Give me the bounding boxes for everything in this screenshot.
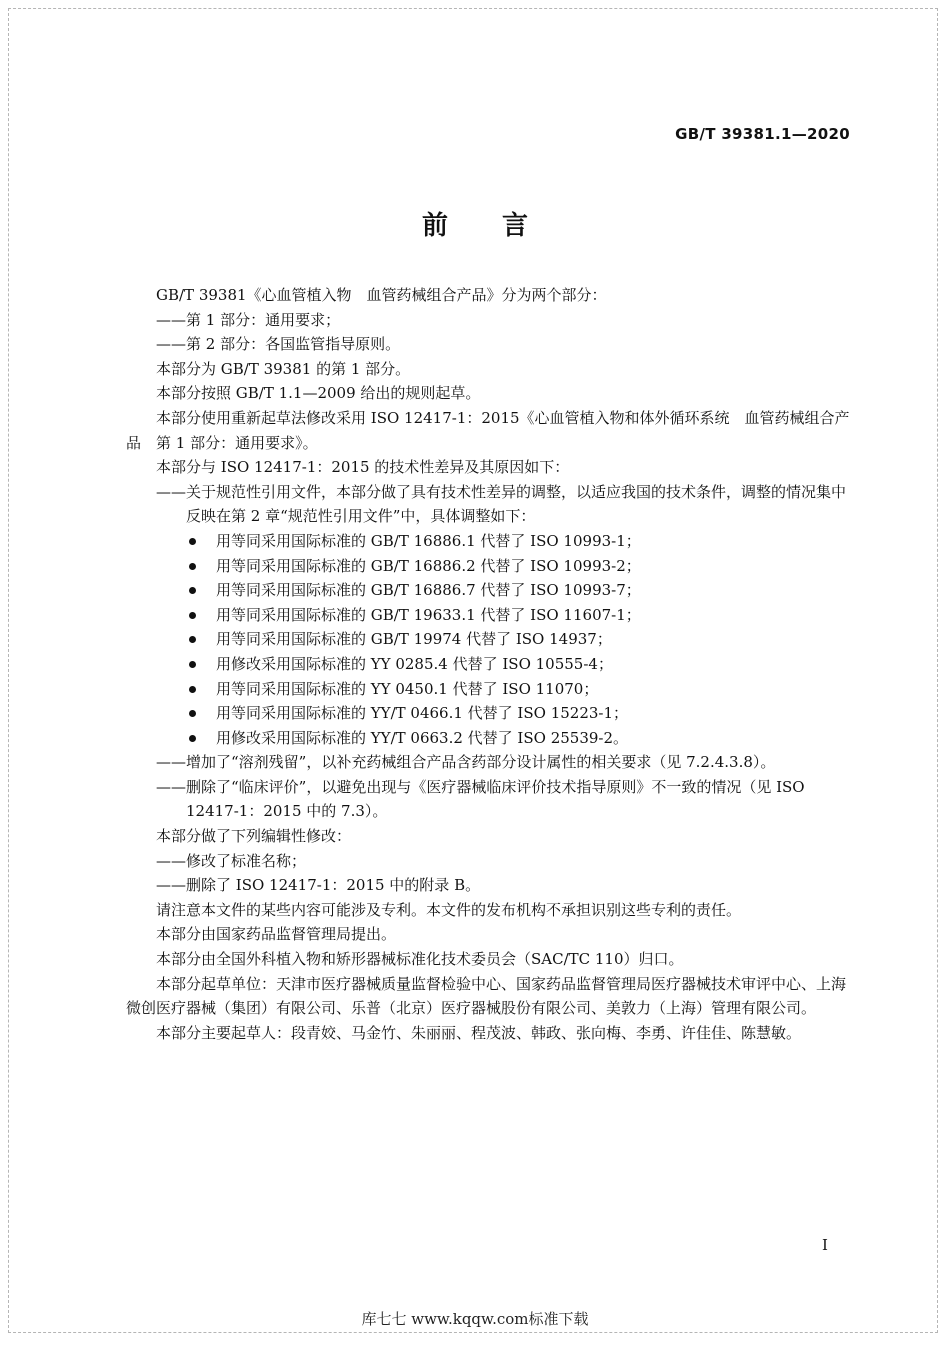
list-item-part-2: ——第 2 部分：各国监管指导原则。 bbox=[156, 335, 401, 354]
bullet-dot-icon bbox=[189, 686, 196, 693]
bullet-item bbox=[126, 578, 856, 603]
bullet-dot-icon bbox=[189, 538, 196, 545]
bullet-text: 用等同采用国际标准的 GB/T 16886.1 代替了 ISO 10993-1； bbox=[216, 531, 641, 550]
bullet-text: 用修改采用国际标准的 YY 0285.4 代替了 ISO 10555-4； bbox=[216, 654, 613, 673]
page-title: 前言 bbox=[421, 211, 582, 241]
bullet-item bbox=[126, 603, 856, 628]
bullet-item bbox=[126, 627, 856, 652]
list-item-normative-references: ——关于规范性引用文件，本部分做了具有技术性差异的调整，以适应我国的技术条件，调整的情况集中反映在第 2 章“规范性引用文件”中，具体调整如下： bbox=[156, 482, 847, 526]
paragraph-differences: 本部分与 ISO 12417-1：2015 的技术性差异及其原因如下： bbox=[156, 458, 570, 477]
bullet-item bbox=[126, 554, 856, 579]
bullet-dot-icon bbox=[189, 563, 196, 570]
bullet-item bbox=[126, 726, 856, 751]
bullet-text: 用等同采用国际标准的 GB/T 19974 代替了 ISO 14937； bbox=[216, 630, 612, 649]
list-item-solvent-residue: ——增加了“溶剂残留”，以补充药械组合产品含药部分设计属性的相关要求（见 7.2.4.3.8）。 bbox=[156, 753, 776, 772]
bullet-dot-icon bbox=[189, 710, 196, 717]
bullet-text: 用等同采用国际标准的 YY 0450.1 代替了 ISO 11070； bbox=[216, 679, 599, 698]
list-item-part-1: ——第 1 部分：通用要求； bbox=[156, 310, 341, 329]
foreword-body bbox=[126, 283, 856, 1045]
paragraph-editorial-changes: 本部分做了下列编辑性修改： bbox=[156, 827, 352, 846]
bullet-text: 用修改采用国际标准的 YY/T 0663.2 代替了 ISO 25539-2。 bbox=[216, 728, 629, 747]
bullet-text: 用等同采用国际标准的 YY/T 0466.1 代替了 ISO 15223-1； bbox=[216, 704, 629, 723]
paragraph-adoption: 本部分使用重新起草法修改采用 ISO 12417-1：2015《心血管植入物和体外循环系统 血管药械组合产品 第 1 部分：通用要求》。 bbox=[126, 408, 850, 452]
bullet-item bbox=[126, 677, 856, 702]
footer-watermark: 库七七 www.kqqw.com标准下载 bbox=[361, 1310, 589, 1328]
standard-code: GB/T 39381.1—2020 bbox=[675, 125, 850, 143]
bullet-item bbox=[126, 652, 856, 677]
paragraph-centralized-by: 本部分由全国外科植入物和矫形器械标准化技术委员会（SAC/TC 110）归口。 bbox=[156, 950, 684, 969]
paragraph-drafting-rules: 本部分按照 GB/T 1.1—2009 给出的规则起草。 bbox=[156, 384, 481, 403]
bullet-text: 用等同采用国际标准的 GB/T 16886.7 代替了 ISO 10993-7； bbox=[216, 581, 641, 600]
bullet-item bbox=[126, 529, 856, 554]
paragraph-drafting-units: 本部分起草单位：天津市医疗器械质量监督检验中心、国家药品监督管理局医疗器械技术审评中心、上海微创医疗器械（集团）有限公司、乐普（北京）医疗器械股份有限公司、美敦力（上海）管理有限公司。 bbox=[126, 974, 847, 1018]
bullet-dot-icon bbox=[189, 636, 196, 643]
bullet-dot-icon bbox=[189, 587, 196, 594]
list-item-annex-removed: ——删除了 ISO 12417-1：2015 中的附录 B。 bbox=[156, 876, 481, 895]
bullet-dot-icon bbox=[189, 735, 196, 742]
bullet-item bbox=[126, 701, 856, 726]
paragraph-drafters: 本部分主要起草人：段青姣、马金竹、朱丽丽、程茂波、韩政、张向梅、李勇、许佳佳、陈慧敏。 bbox=[156, 1023, 802, 1042]
list-item-clinical-evaluation: ——删除了“临床评价”，以避免出现与《医疗器械临床评价技术指导原则》不一致的情况（见 ISO 12417-1：2015 中的 7.3）。 bbox=[156, 777, 805, 821]
bullet-dot-icon bbox=[189, 661, 196, 668]
paragraph-patent-notice: 请注意本文件的某些内容可能涉及专利。本文件的发布机构不承担识别这些专利的责任。 bbox=[156, 900, 742, 919]
bullet-text: 用等同采用国际标准的 GB/T 16886.2 代替了 ISO 10993-2； bbox=[216, 556, 641, 575]
bullet-dot-icon bbox=[189, 612, 196, 619]
paragraph-this-part: 本部分为 GB/T 39381 的第 1 部分。 bbox=[156, 359, 411, 378]
paragraph-parts: GB/T 39381《心血管植入物 血管药械组合产品》分为两个部分： bbox=[156, 286, 607, 304]
bullet-text: 用等同采用国际标准的 GB/T 19633.1 代替了 ISO 11607-1； bbox=[216, 605, 641, 624]
list-item-title-change: ——修改了标准名称； bbox=[156, 851, 307, 870]
page-number: I bbox=[822, 1236, 828, 1254]
paragraph-proposed-by: 本部分由国家药品监督管理局提出。 bbox=[156, 925, 397, 944]
